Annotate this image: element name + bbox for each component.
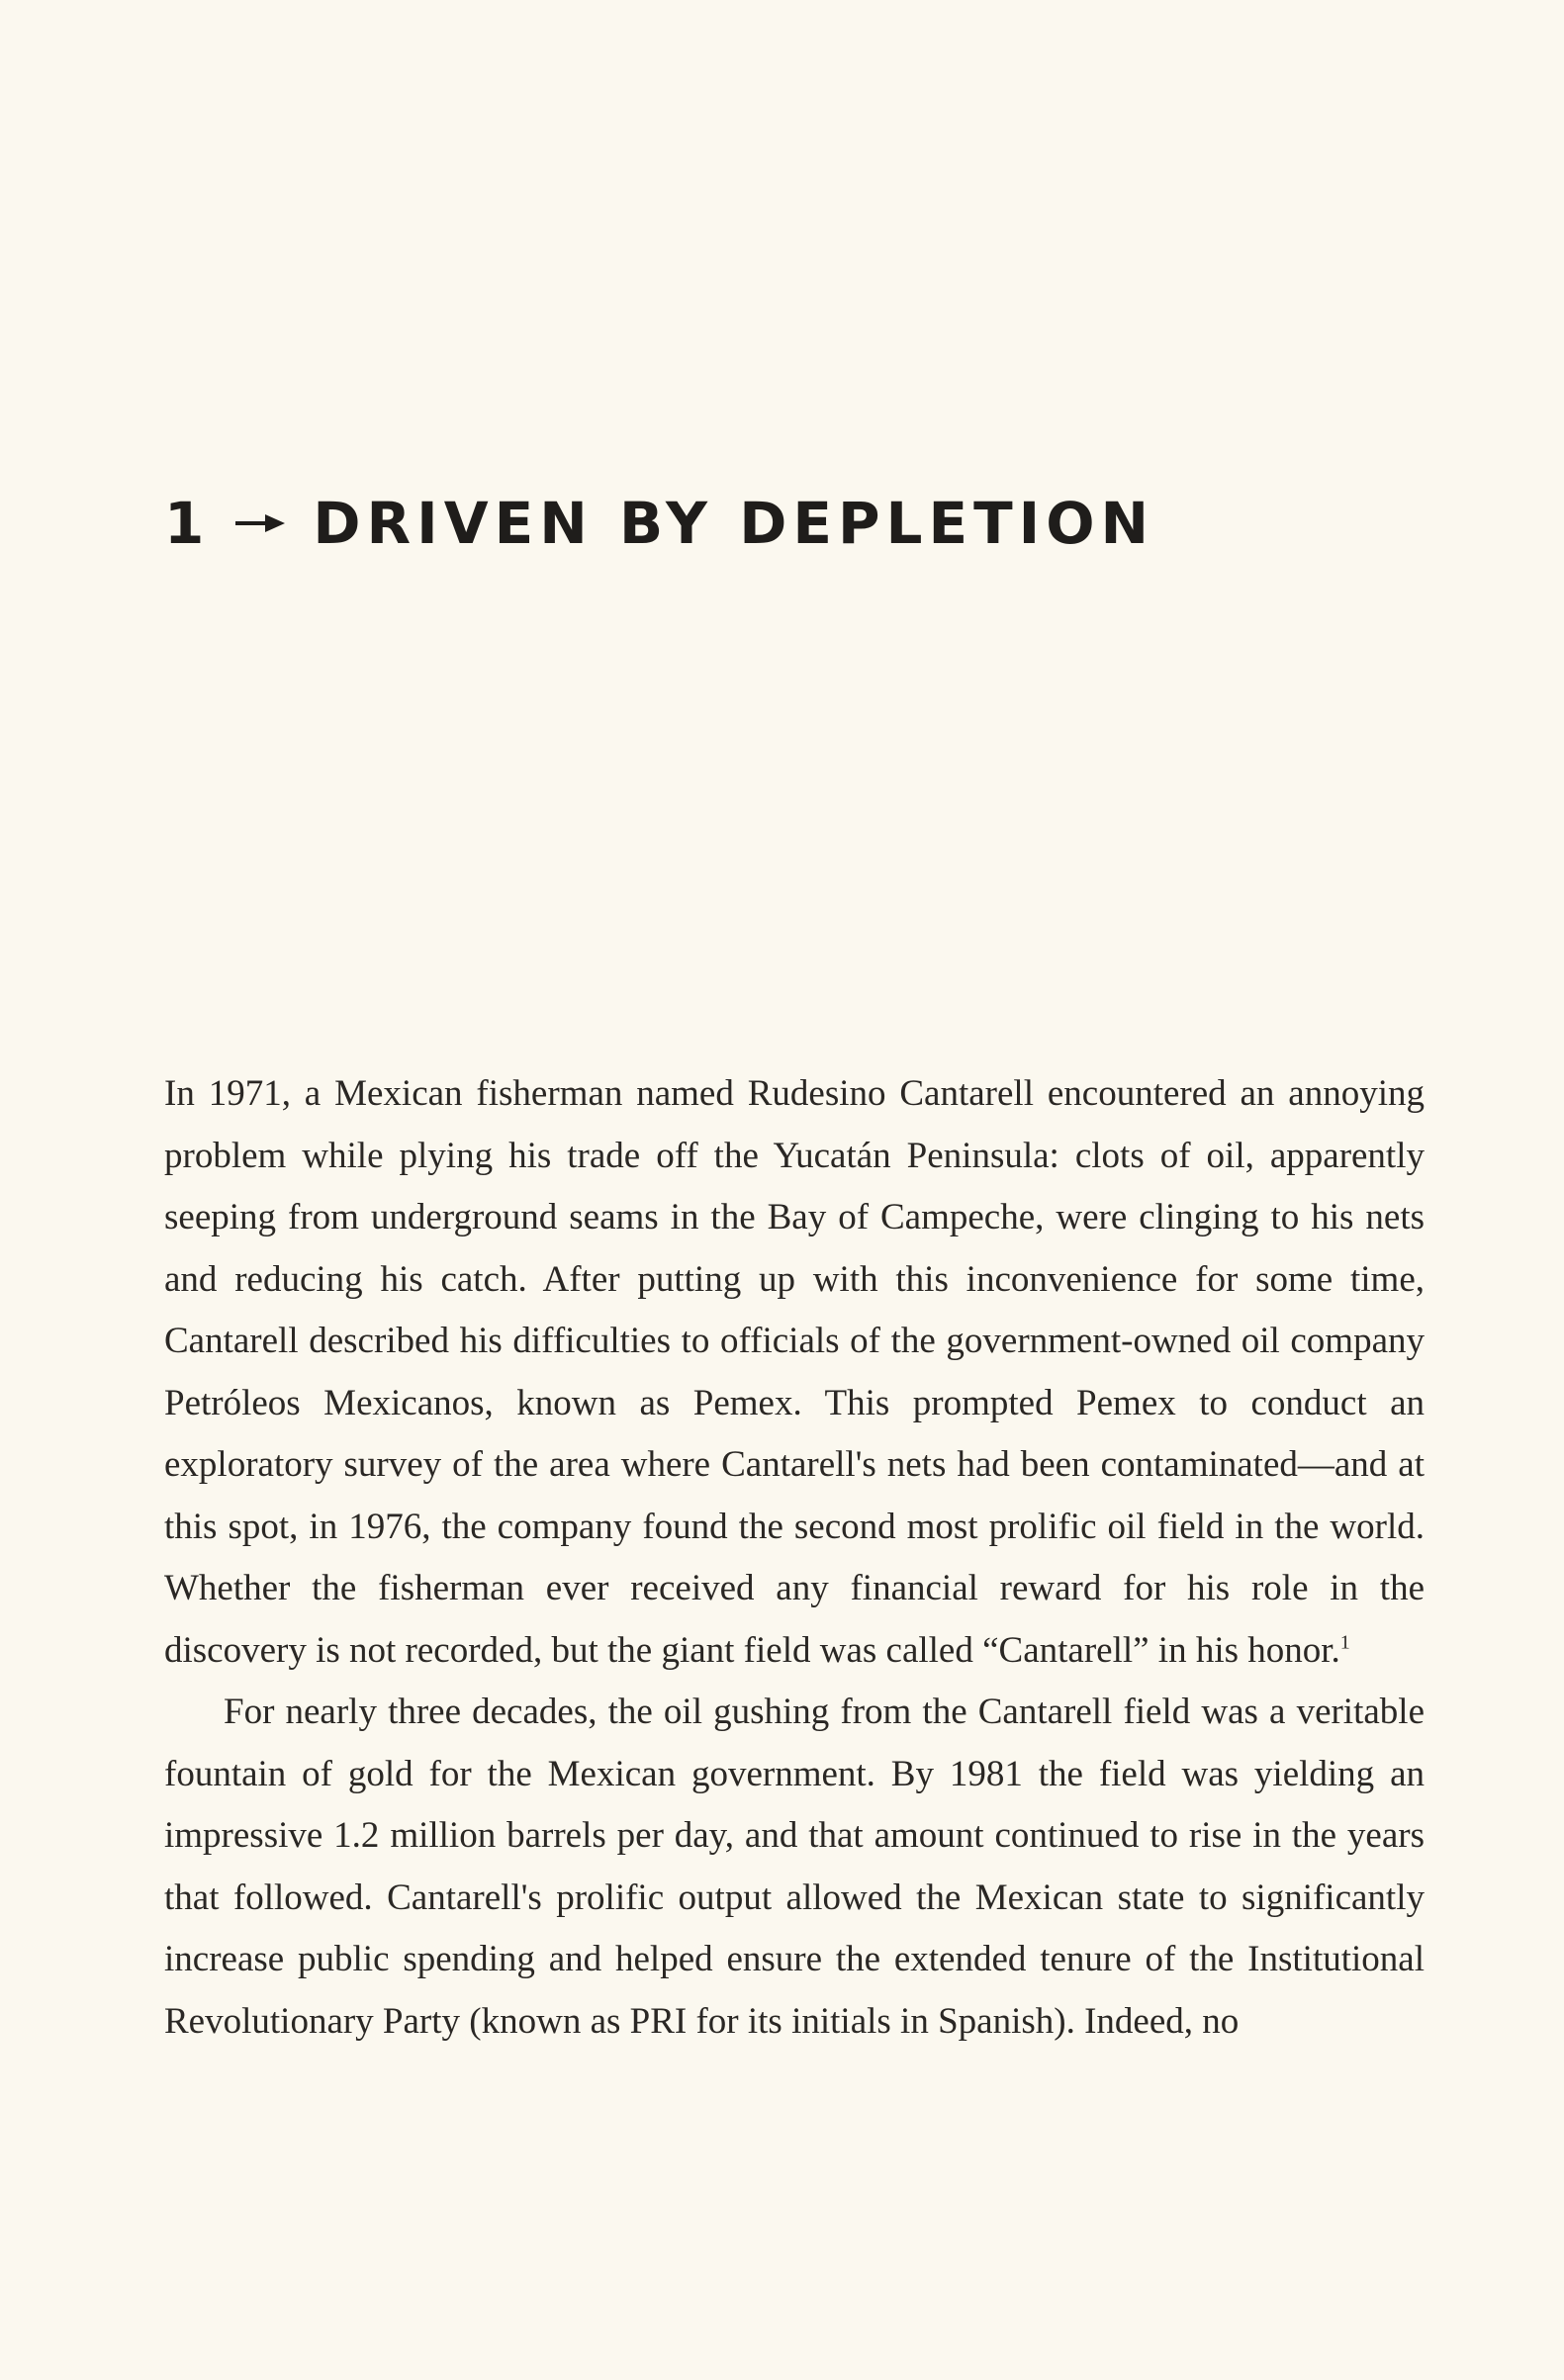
- paragraph-1: [164, 1063, 1425, 1682]
- body-text: [164, 1063, 1425, 2053]
- footnote-ref[interactable]: 1: [1339, 1631, 1350, 1654]
- chapter-heading: [164, 490, 1155, 557]
- paragraph-2: [164, 1682, 1425, 2053]
- arrow-right-icon: [235, 512, 285, 534]
- paragraph-1-text: In 1971, a Mexican fisherman named Rudesino Cantarell encountered an annoying problem while plying his trade off the Yucatán Peninsula: clots of oil, apparently seeping from underground seams in the Bay of Campeche, were clinging to his nets and reducing his catch. After putting up with this inconvenience for some time, Cantarell described his difficulties to officials of the government-owned oil company Petróleos Mexicanos, known as Pemex. This prompted Pemex to conduct an exploratory survey of the area where Cantarell's nets had been contaminated—and at this spot, in 1976, the company found the second most prolific oil field in the world. Whether the fisherman ever received any financial reward for his role in the discovery is not recorded, but the giant field was called “Cantarell” in his honor.: [164, 1073, 1425, 1671]
- chapter-title: DRIVEN BY DEPLETION: [313, 490, 1155, 557]
- chapter-number: 1: [164, 490, 211, 557]
- paragraph-2-text: For nearly three decades, the oil gushing from the Cantarell field was a veritable fountain of gold for the Mexican government. By 1981 the field was yielding an impressive 1.2 million barrels per day, and that amount continued to rise in the years that followed. Cantarell's prolific output allowed the Mexican state to significantly increase public spending and helped ensure the extended tenure of the Institutional Revolutionary Party (known as PRI for its initials in Spanish). Indeed, no: [164, 1692, 1425, 2042]
